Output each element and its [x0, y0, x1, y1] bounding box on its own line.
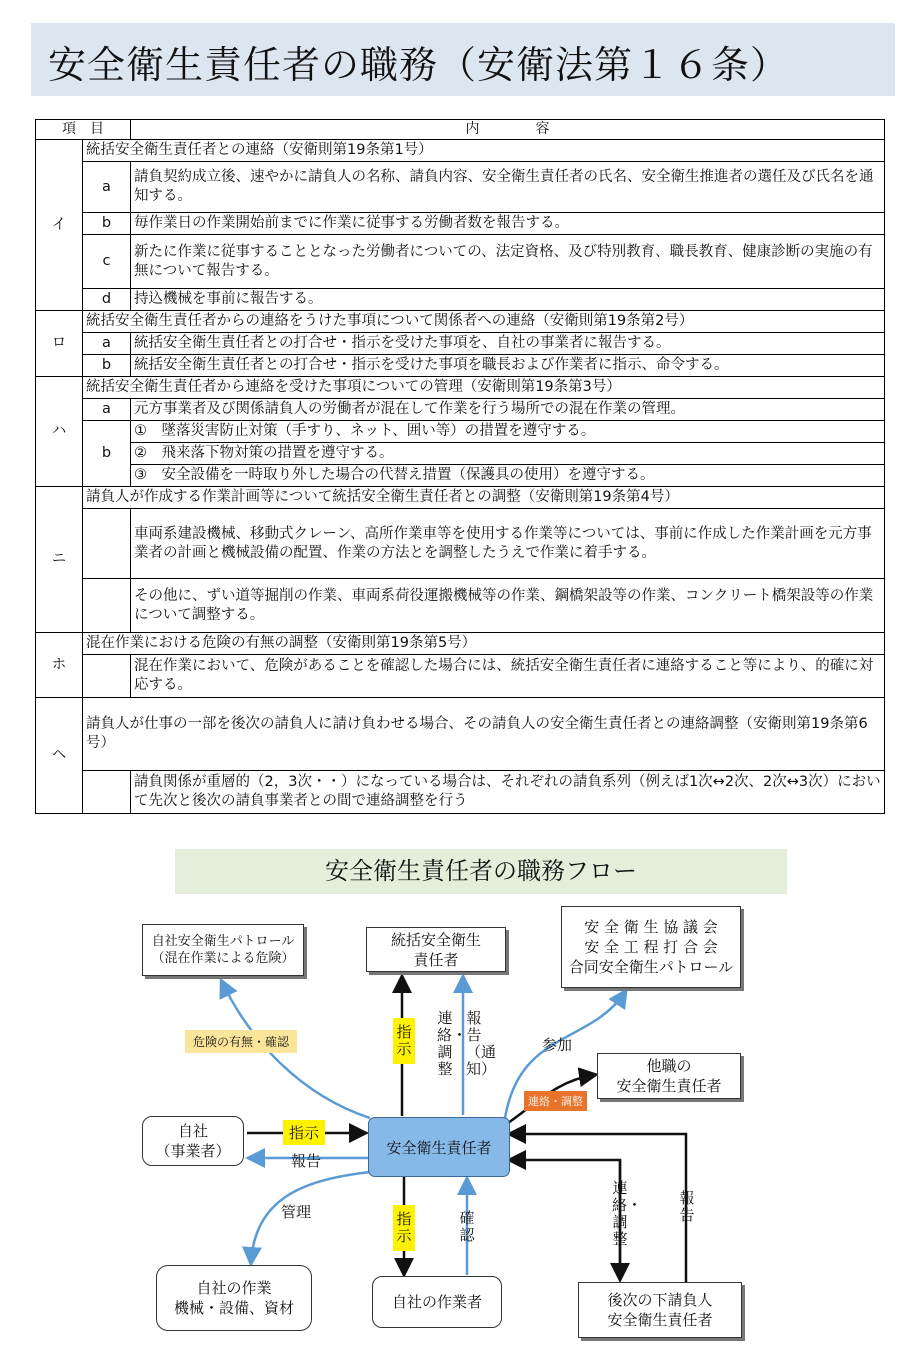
sub-text: 新たに作業に従事することとなった労働者についての、法定資格、及び特別教育、職長教育、健康診断の実施の有無について報告する。 [131, 235, 885, 289]
node-supervisor [366, 927, 506, 972]
node-subcontractor [578, 1282, 742, 1338]
sub-text: 元方事業者及び関係請負人の労働者が混在して作業を行う場所での混在作業の管理。 [131, 399, 885, 421]
sub-text: 請負契約成立後、速やかに請負人の名称、請負内容、安全衛生責任者の氏名、安全衛生推進者の選任及び氏名を通知する。 [131, 162, 885, 213]
sub-label: c [83, 235, 131, 289]
node-patrol-line2: （混在作業による危険） [151, 951, 295, 966]
node-council-line3: 合同安全衛生パトロール [568, 958, 734, 976]
sub-text: 請負関係が重層的（2，3次・・）になっている場合は、それぞれの請負系列（例えば1次↔2次、2次↔3次）において先次と後次の請負事業者との間で連絡調整を行う [131, 771, 885, 814]
sub-label: a [83, 399, 131, 421]
node-other-line2: 安全衛生責任者 [616, 1077, 722, 1095]
sub-text: ② 飛来落下物対策の措置を遵守する。 [131, 443, 885, 465]
arrow-report-sub [511, 1134, 686, 1282]
row-key: ハ [36, 377, 83, 487]
arrow-liaison-sub-in [511, 1160, 620, 1277]
page-title: 安全衛生責任者の職務（安衛法第１６条） [48, 43, 790, 87]
node-supervisor-line2: 責任者 [413, 950, 459, 969]
node-company [142, 1116, 244, 1166]
node-company-line2: （事業者） [155, 1142, 231, 1160]
sub-label: b [83, 213, 131, 235]
sub-text: ① 墜落災害防止対策（手すり、ネット、囲い等）の措置を遵守する。 [131, 421, 885, 443]
sub-label: a [83, 333, 131, 355]
sub-label: d [83, 289, 131, 311]
label-confirm: 確認 [459, 1209, 475, 1244]
sub-label: b [83, 355, 131, 377]
node-council-line1: 安 全 衛 生 協 議 会 [584, 918, 718, 936]
sub-label: a [83, 162, 131, 213]
sub-text: 統括安全衛生責任者との打合せ・指示を受けた事項を、自社の事業者に報告する。 [131, 333, 885, 355]
header-item: 項 目 [36, 120, 131, 140]
row-heading: 混在作業における危険の有無の調整（安衛則第19条第5号） [83, 633, 885, 655]
node-council [561, 906, 741, 988]
node-sub-line1: 後次の下請負人 [607, 1291, 713, 1309]
node-equipment [156, 1265, 312, 1331]
sub-text: 毎作業日の作業開始前までに作業に従事する労働者数を報告する。 [131, 213, 885, 235]
label-danger-check: 危険の有無・確認 [185, 1030, 297, 1053]
node-equipment-line1: 自社の作業 [196, 1279, 272, 1297]
header-content: 内 容 [131, 120, 885, 140]
row-heading: 統括安全衛生責任者からの連絡をうけた事項について関係者への連絡（安衛則第19条第2号） [83, 311, 885, 333]
node-patrol-line1: 自社安全衛生パトロール [151, 934, 295, 949]
row-key: ロ [36, 311, 83, 377]
sub-text: 車両系建設機械、移動式クレーン、高所作業車等を使用する作業等については、事前に作成した作業計画を元方事業者の計画と機械設備の配置、作業の方法とを調整したうえで作業に着手する。 [131, 509, 885, 579]
node-patrol [142, 924, 304, 976]
label-instruct-top: 指示 [393, 1018, 415, 1064]
label-report-company: 報告 [291, 1152, 322, 1170]
row-key: ホ [36, 633, 83, 698]
sub-text: 混在作業において、危険があることを確認した場合には、統括安全衛生責任者に連絡すること等により、的確に対応する。 [131, 655, 885, 698]
sub-label: b [83, 421, 131, 487]
label-report-notify: 報告（通知） [466, 1009, 497, 1078]
row-key: ニ [36, 487, 83, 633]
label-join: 参加 [542, 1036, 573, 1054]
label-liaison-sub: 連絡・調整 [612, 1179, 643, 1248]
row-key: イ [36, 140, 83, 311]
sub-text: ③ 安全設備を一時取り外した場合の代替え措置（保護具の使用）を遵守する。 [131, 465, 885, 487]
label-instruct-company: 指示 [283, 1120, 325, 1145]
node-company-line1: 自社 [177, 1122, 208, 1140]
label-manage: 管理 [281, 1203, 312, 1221]
sub-text: 持込機械を事前に報告する。 [131, 289, 885, 311]
row-key: ヘ [36, 698, 83, 814]
label-liaison: 連絡・調整 [437, 1009, 468, 1078]
row-heading: 統括安全衛生責任者との連絡（安衛則第19条第1号） [83, 140, 885, 162]
row-heading: 統括安全衛生責任者から連絡を受けた事項についての管理（安衛則第19条第3号） [83, 377, 885, 399]
node-supervisor-line1: 統括安全衛生 [390, 930, 481, 949]
node-other-line1: 他職の [646, 1057, 692, 1075]
node-sub-line2: 安全衛生責任者 [607, 1311, 713, 1329]
row-heading: 請負人が作成する作業計画等について統括安全衛生責任者との調整（安衛則第19条第4号） [83, 487, 885, 509]
flow-title: 安全衛生責任者の職務フロー [325, 857, 637, 885]
node-equipment-line2: 機械・設備、資材 [173, 1299, 294, 1317]
sub-text: 統括安全衛生責任者との打合せ・指示を受けた事項を職長および作業者に指示、命令する。 [131, 355, 885, 377]
label-report-sub: 報告 [679, 1189, 695, 1224]
node-workers: 自社の作業者 [372, 1276, 502, 1328]
center-node: 安全衛生責任者 [368, 1117, 510, 1177]
sub-text: その他に、ずい道等掘削の作業、車両系荷役運搬機械等の作業、鋼橋架設等の作業、コンクリート橋架設等の作業について調整する。 [131, 579, 885, 633]
node-other-trades [597, 1053, 741, 1099]
node-council-line2: 安 全 工 程 打 合 会 [584, 938, 718, 956]
label-instruct-bottom: 指示 [393, 1205, 415, 1251]
row-heading: 請負人が仕事の一部を後次の請負人に請け負わせる場合、その請負人の安全衛生責任者との連絡調整（安衛則第19条第6号） [83, 698, 885, 771]
label-liaison-tag: 連絡・調整 [524, 1091, 587, 1111]
